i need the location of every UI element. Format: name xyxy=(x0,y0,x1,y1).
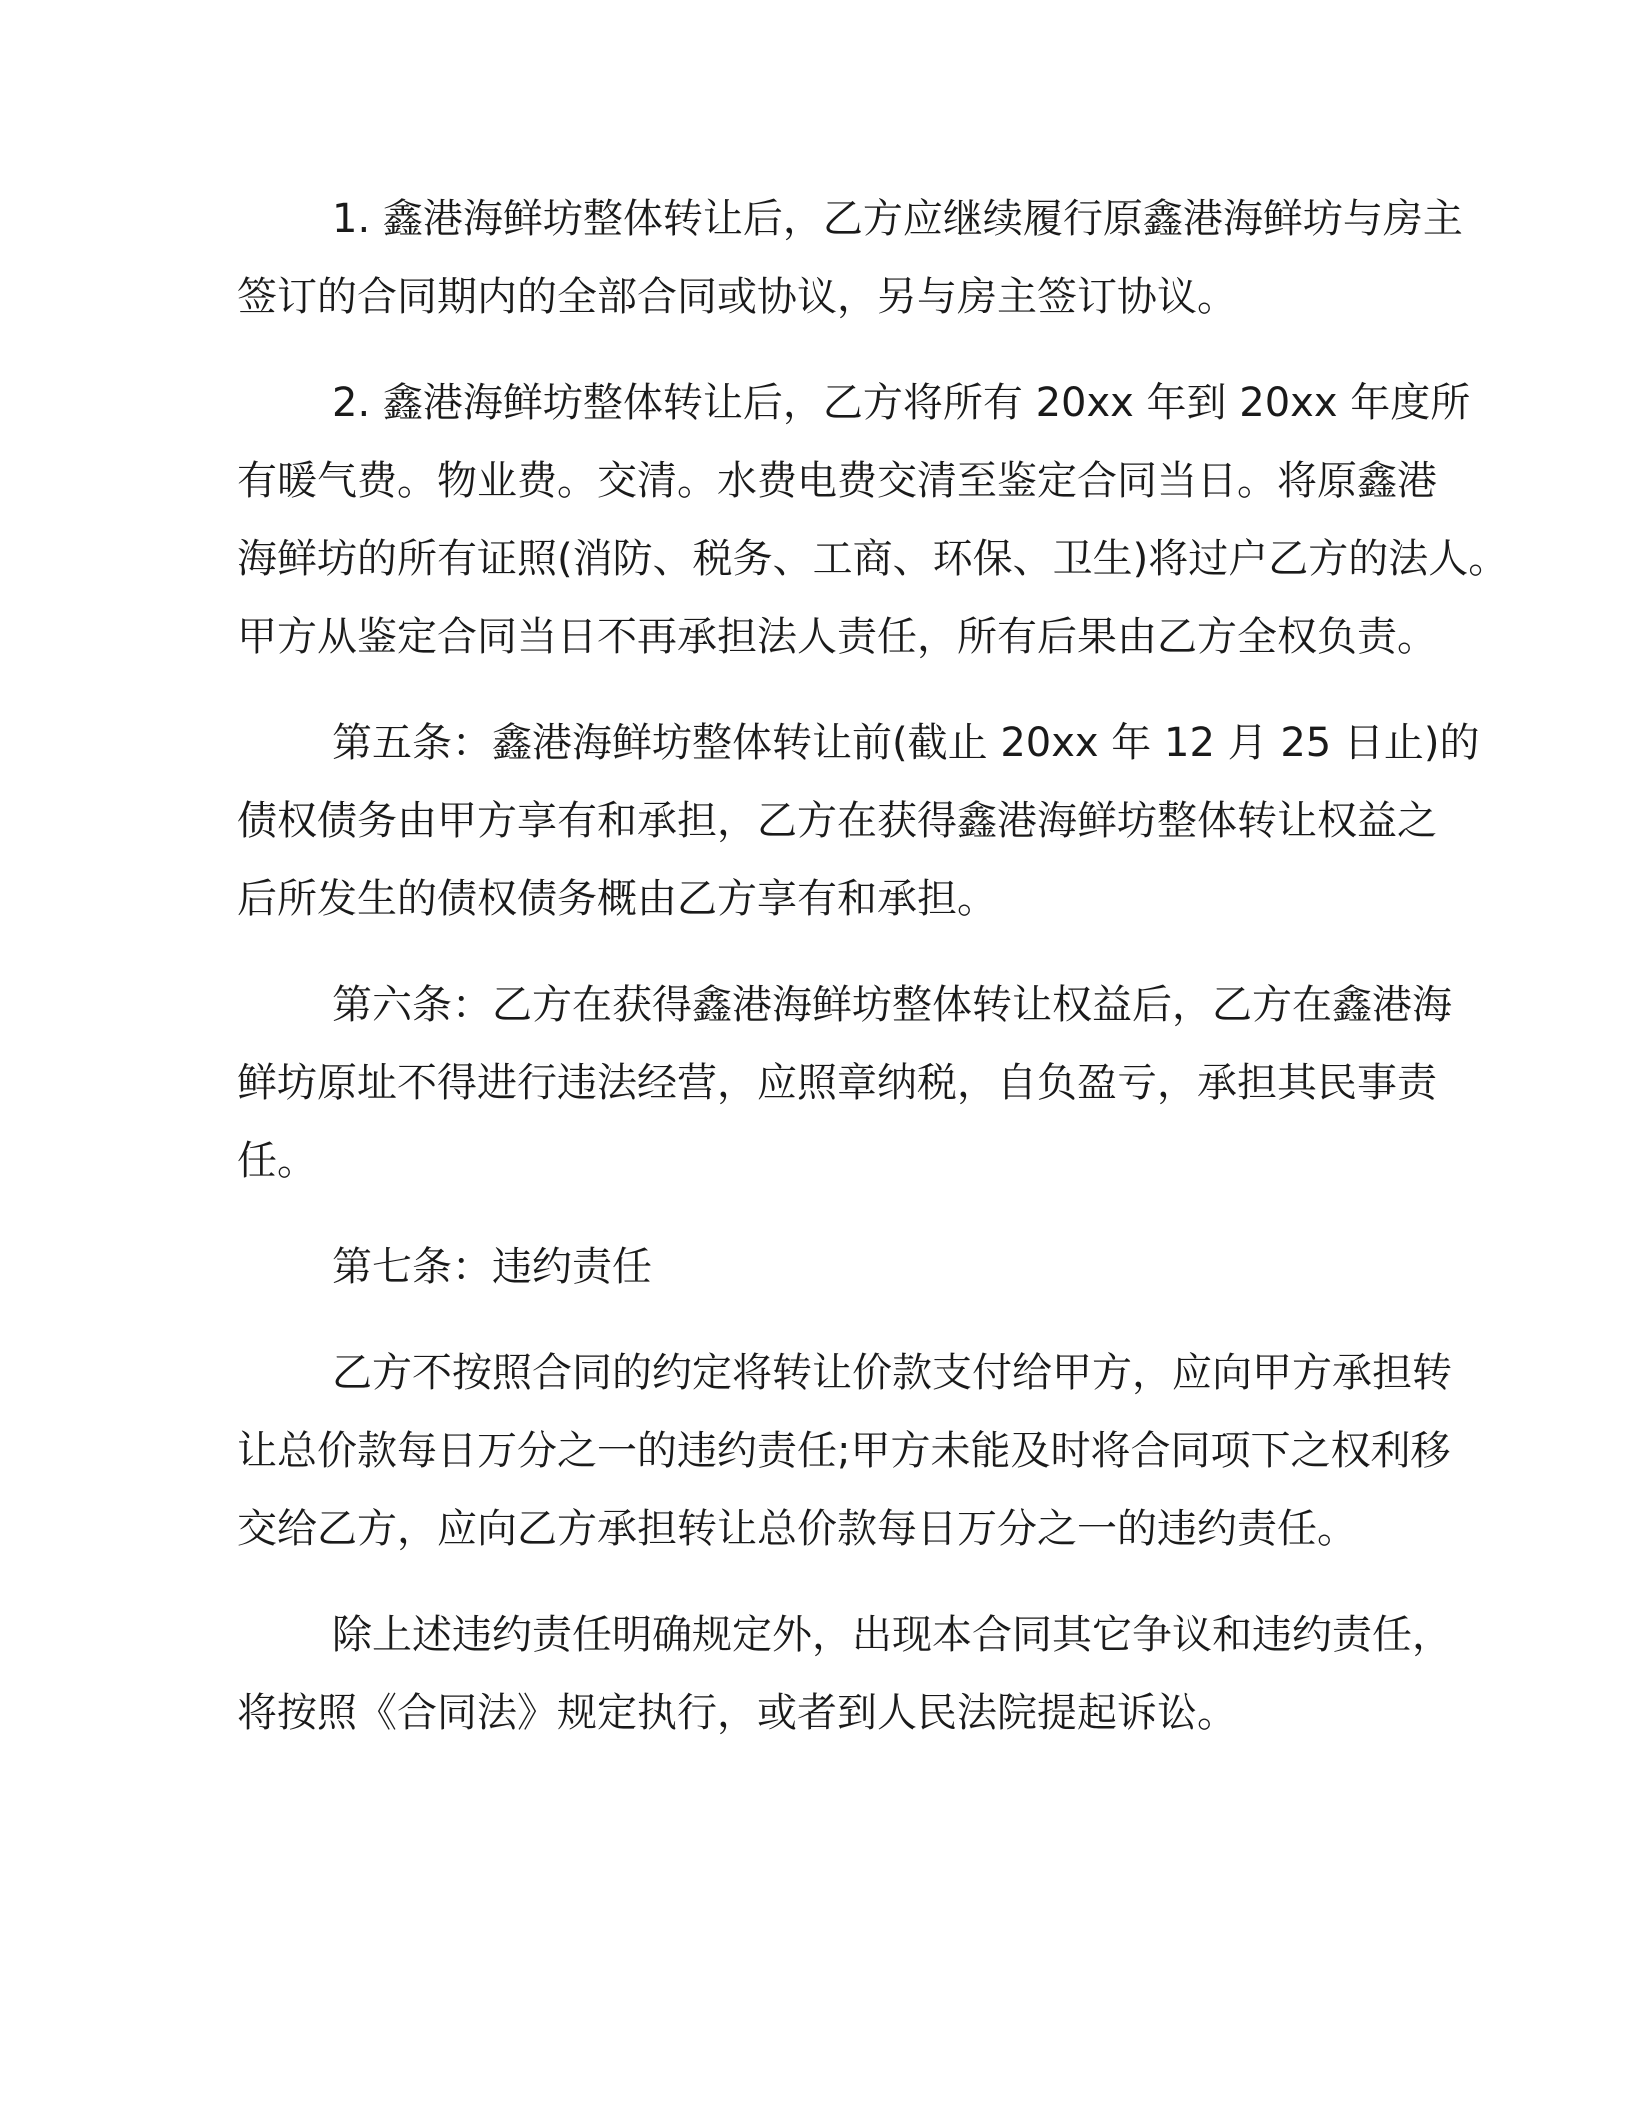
paragraph-line: 签订的合同期内的全部合同或协议，另与房主签订协议。 xyxy=(237,274,1237,320)
paragraph-line: 将按照《合同法》规定执行，或者到人民法院提起诉讼。 xyxy=(237,1690,1237,1736)
paragraph-line: 第六条：乙方在获得鑫港海鲜坊整体转让权益后，乙方在鑫港海 xyxy=(332,982,1452,1028)
paragraph-line: 乙方不按照合同的约定将转让价款支付给甲方，应向甲方承担转 xyxy=(332,1350,1452,1396)
paragraph-breach-1 xyxy=(237,1334,1452,1568)
paragraph-line: 让总价款每日万分之一的违约责任;甲方未能及时将合同项下之权利移 xyxy=(237,1428,1451,1474)
document-body xyxy=(237,180,1509,1780)
paragraph-article-6 xyxy=(237,966,1452,1200)
paragraph-line: 甲方从鉴定合同当日不再承担法人责任，所有后果由乙方全权负责。 xyxy=(237,614,1437,660)
paragraph-line: 后所发生的债权债务概由乙方享有和承担。 xyxy=(237,876,997,922)
paragraph-breach-2 xyxy=(237,1596,1452,1752)
paragraph-clause-1 xyxy=(237,180,1463,336)
paragraph-line: 债权债务由甲方享有和承担，乙方在获得鑫港海鲜坊整体转让权益之 xyxy=(237,798,1437,844)
paragraph-line: 海鲜坊的所有证照(消防、税务、工商、环保、卫生)将过户乙方的法人。 xyxy=(237,536,1509,582)
paragraph-line: 1. 鑫港海鲜坊整体转让后，乙方应继续履行原鑫港海鲜坊与房主 xyxy=(332,196,1463,242)
paragraph-clause-2 xyxy=(237,364,1509,676)
paragraph-line: 除上述违约责任明确规定外，出现本合同其它争议和违约责任， xyxy=(332,1612,1452,1658)
paragraph-line: 有暖气费。物业费。交清。水费电费交清至鉴定合同当日。将原鑫港 xyxy=(237,458,1437,504)
paragraph-line: 第五条：鑫港海鲜坊整体转让前(截止 20xx 年 12 月 25 日止)的 xyxy=(332,720,1480,766)
paragraph-line: 任。 xyxy=(237,1138,317,1184)
paragraph-article-7-heading xyxy=(237,1228,1402,1306)
paragraph-line: 2. 鑫港海鲜坊整体转让后，乙方将所有 20xx 年到 20xx 年度所 xyxy=(332,380,1471,426)
section-heading: 第七条：违约责任 xyxy=(332,1244,652,1290)
paragraph-line: 交给乙方，应向乙方承担转让总价款每日万分之一的违约责任。 xyxy=(237,1506,1357,1552)
paragraph-line: 鲜坊原址不得进行违法经营，应照章纳税，自负盈亏，承担其民事责 xyxy=(237,1060,1437,1106)
paragraph-article-5 xyxy=(237,704,1480,938)
